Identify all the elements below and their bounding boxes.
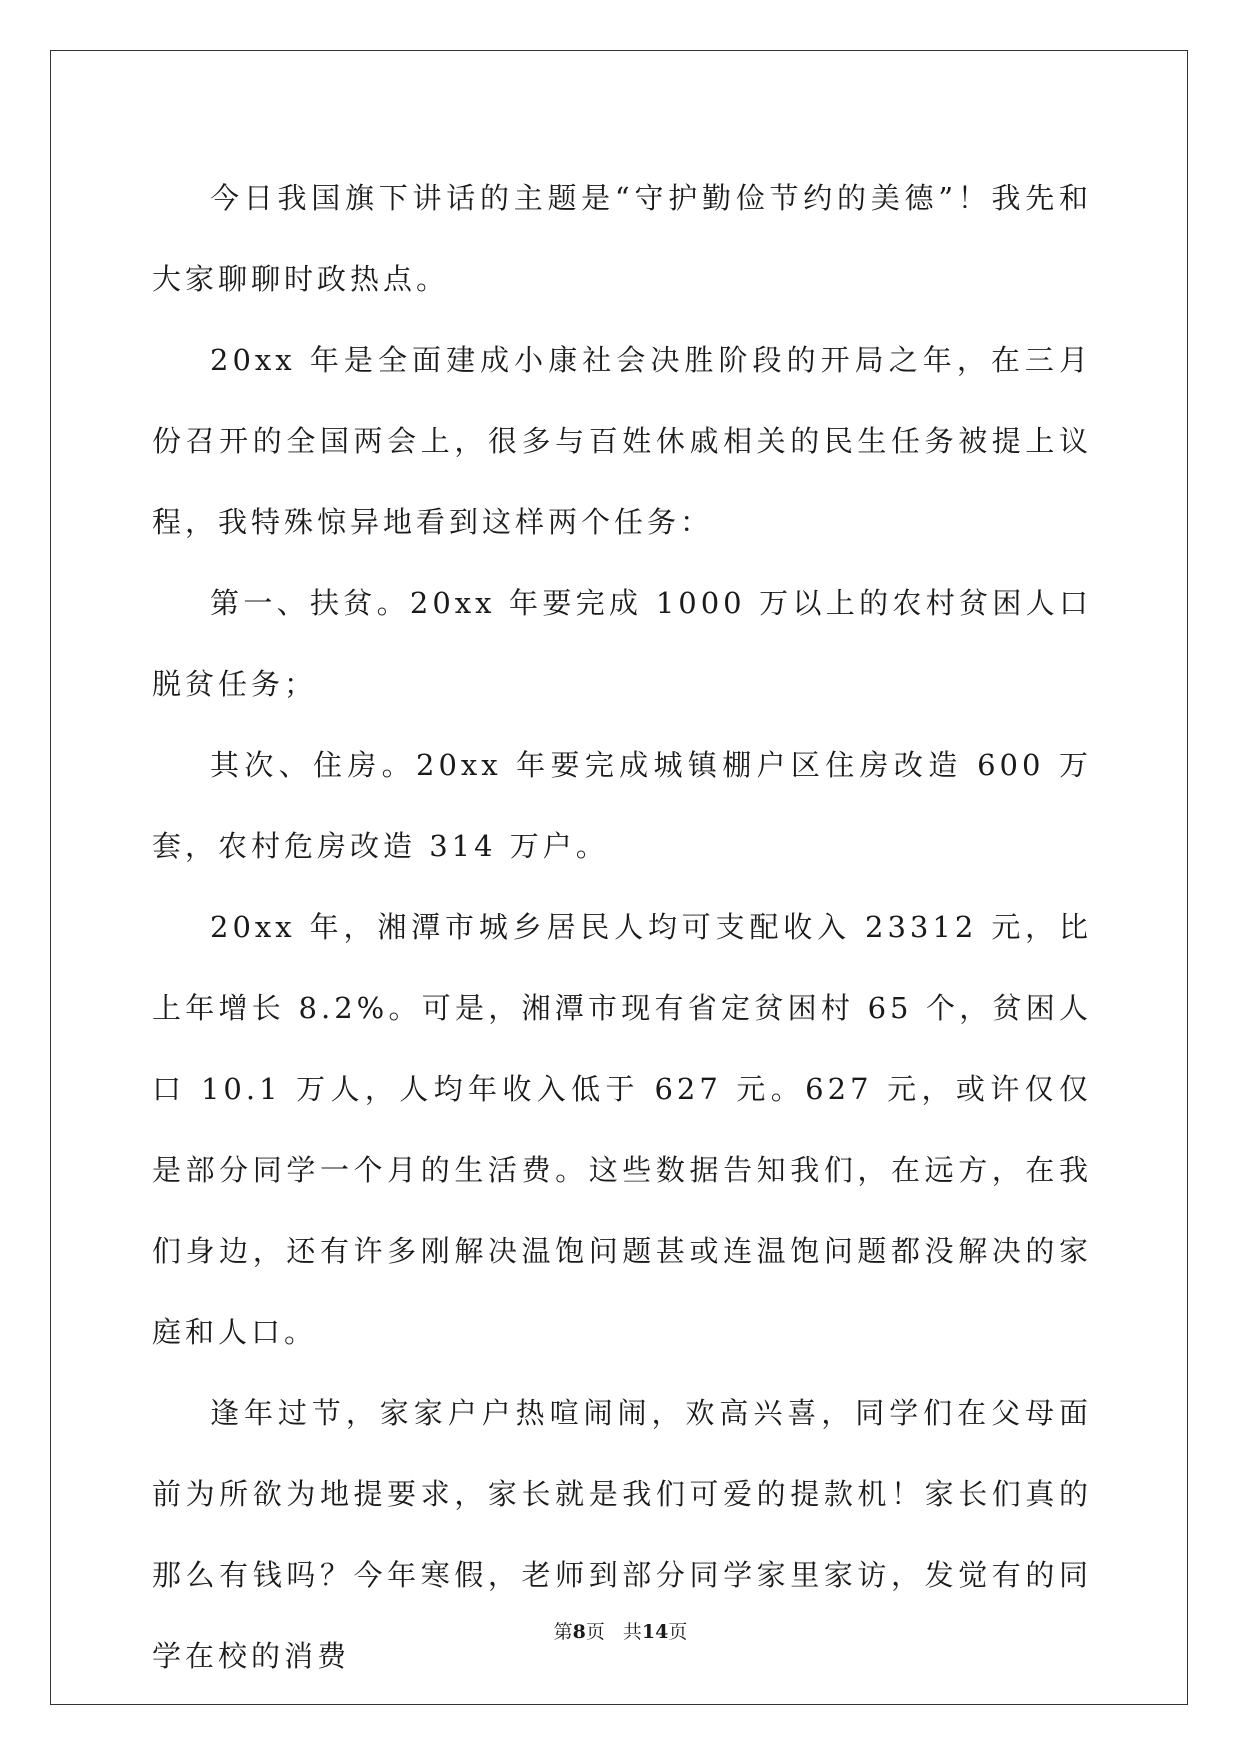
document-body: [152, 158, 1092, 1697]
paragraph-3: 第一、扶贫。20xx 年要完成 1000 万以上的农村贫困人口脱贫任务；: [152, 586, 1092, 701]
current-page-number: 8: [572, 1621, 586, 1643]
paragraph-5: 20xx 年，湘潭市城乡居民人均可支配收入 23312 元，比上年增长 8.2%。可是，湘潭市现有省定贫困村 65 个，贫困人口 10.1 万人，人均年收入低于 627 元。627 元，或许仅仅是部分同学一个月的生活费。这些数据告知我们，在远方，在我们身边，还有许多刚解决温饱问题甚或连温饱问题都没解决的家庭和人口。: [152, 910, 1092, 1349]
page-prefix: 第: [553, 1621, 573, 1643]
total-prefix: 共: [622, 1621, 642, 1643]
paragraph-1: 今日我国旗下讲话的主题是“守护勤俭节约的美德”！我先和大家聊聊时政热点。: [152, 181, 1092, 296]
total-suffix: 页: [668, 1621, 688, 1643]
page-footer: [0, 1617, 1241, 1644]
paragraph-2: 20xx 年是全面建成小康社会决胜阶段的开局之年，在三月份召开的全国两会上，很多与百姓休戚相关的民生任务被提上议程，我特殊惊异地看到这样两个任务：: [152, 343, 1092, 539]
paragraph-6: 逢年过节，家家户户热喧闹闹，欢高兴喜，同学们在父母面前为所欲为地提要求，家长就是我们可爱的提款机！家长们真的那么有钱吗？今年寒假，老师到部分同学家里家访，发觉有的同学在校的消费: [152, 1396, 1092, 1673]
page-suffix: 页: [585, 1621, 605, 1643]
paragraph-4: 其次、住房。20xx 年要完成城镇棚户区住房改造 600 万套，农村危房改造 314 万户。: [152, 748, 1092, 863]
total-page-number: 14: [641, 1621, 669, 1643]
